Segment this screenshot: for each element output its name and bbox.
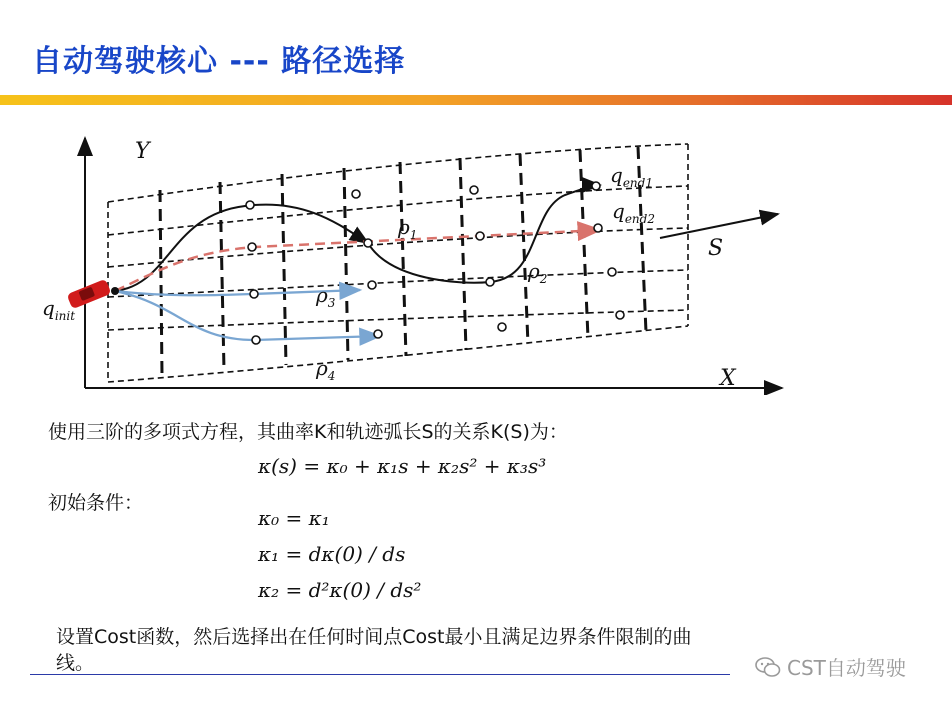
cost-description-line2: 线。	[56, 652, 95, 674]
watermark	[755, 652, 906, 681]
q-end1-label: $q_{end1}$	[610, 163, 653, 190]
cost-description-line1: 设置Cost函数，然后选择出在任何时间点Cost最小且满足边界条件限制的曲	[56, 626, 692, 648]
axis-x-label: X	[720, 366, 736, 391]
q-init-label: $q_{init}$	[42, 296, 76, 323]
car-icon	[67, 279, 112, 310]
blue-path-rho4	[115, 291, 380, 340]
start-point	[111, 287, 119, 295]
equation-main: κ(s) = κ₀ + κ₁s + κ₂s² + κ₃s³	[258, 454, 547, 478]
road-grid	[108, 144, 688, 382]
s-axis-arrow	[660, 214, 778, 238]
rho2-label: $\rho_2$	[528, 259, 548, 286]
axis-y-label: Y	[135, 139, 150, 164]
q-end2-label: $q_{end2}$	[612, 199, 655, 226]
wechat-icon	[755, 656, 781, 678]
page-title: 自动驾驶核心 --- 路径选择	[32, 44, 406, 79]
grid-columns	[160, 147, 646, 375]
curvature-description: 使用三阶的多项式方程，其曲率K和轨迹弧长S的关系K(S)为：	[48, 421, 568, 443]
sample-points	[246, 182, 624, 344]
footer-divider	[30, 674, 730, 675]
rho3-label: $\rho_3$	[316, 283, 336, 310]
equation-condition-1: κ₀ = κ₁	[258, 506, 330, 530]
rho1-label: $\rho_1$	[398, 215, 418, 242]
equation-condition-2: κ₁ = dκ(0) / ds	[258, 542, 406, 566]
rho4-label: $\rho_4$	[316, 356, 336, 383]
path-planning-figure	[40, 130, 790, 395]
title-underline-band	[0, 95, 952, 105]
watermark-text: CST自动驾驶	[787, 656, 906, 680]
equation-condition-3: κ₂ = d²κ(0) / ds²	[258, 578, 422, 602]
axes	[85, 138, 782, 388]
initial-conditions-label: 初始条件：	[48, 492, 144, 514]
axis-s-label: S	[708, 236, 724, 261]
